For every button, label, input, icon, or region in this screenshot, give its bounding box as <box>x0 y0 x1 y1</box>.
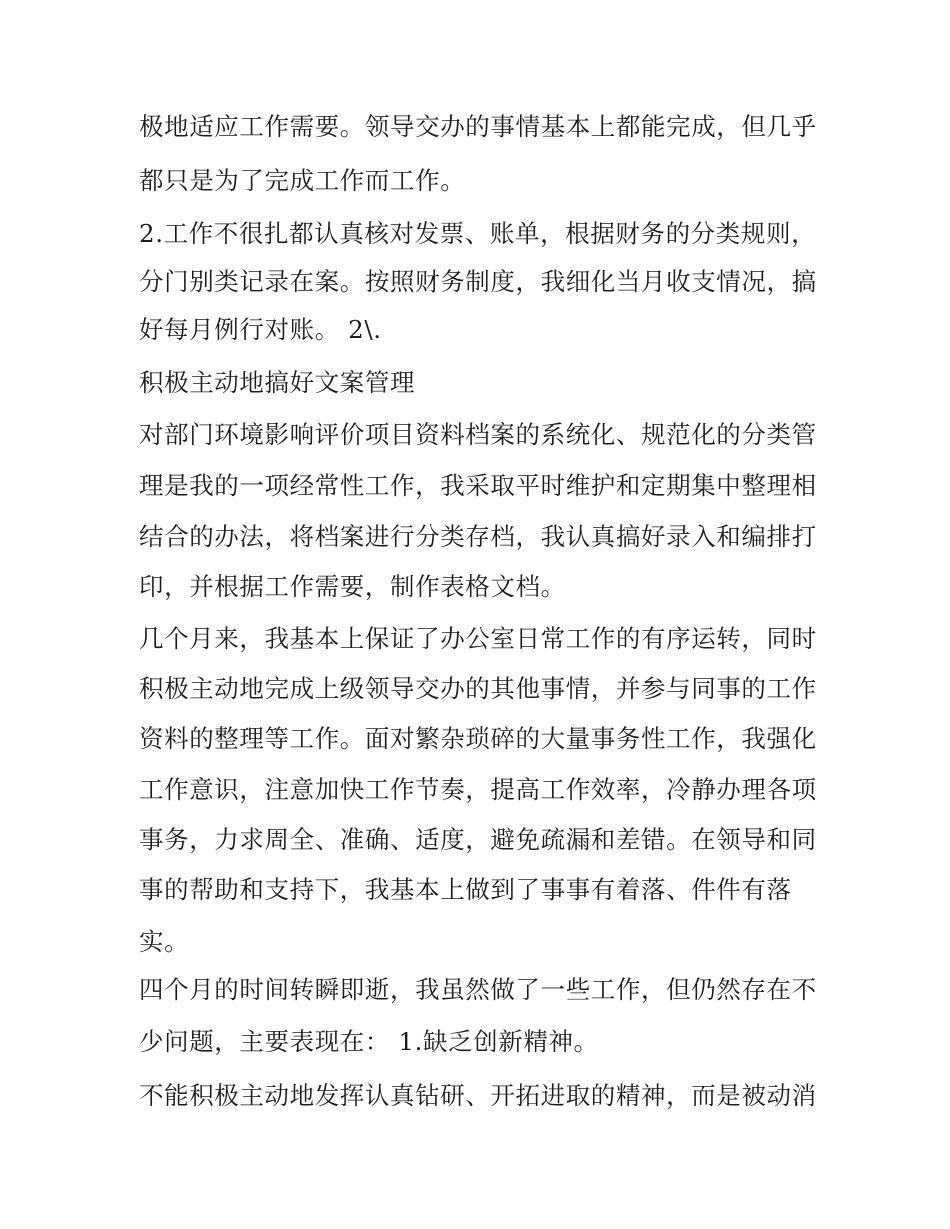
text-line: 实。 <box>139 927 190 956</box>
text-line: 都只是为了完成工作而工作。 <box>139 166 466 195</box>
text-line: 事的帮助和支持下，我基本上做到了事事有着落、件件有落 <box>139 875 792 904</box>
text-line: 对部门环境影响评价项目资料档案的系统化、规范化的分类管 <box>139 420 817 449</box>
text-line: 极地适应工作需要。领导交办的事情基本上都能完成，但几乎 <box>139 112 817 141</box>
text-line: 积极主动地搞好文案管理 <box>139 368 416 397</box>
text-line: 少问题，主要表现在： 1.缺乏创新精神。 <box>139 1027 599 1056</box>
text-line: 不能积极主动地发挥认真钻研、开拓进取的精神，而是被动消 <box>139 1081 817 1110</box>
text-line: 资料的整理等工作。面对繁杂琐碎的大量事务性工作，我强化 <box>139 724 817 753</box>
text-line: 四个月的时间转瞬即逝，我虽然做了一些工作，但仍然存在不 <box>139 975 817 1004</box>
text-line: 理是我的一项经常性工作，我采取平时维护和定期集中整理相 <box>139 471 817 500</box>
text-line: 结合的办法，将档案进行分类存档，我认真搞好录入和编排打 <box>139 522 817 551</box>
text-line: 2.工作不很扎都认真核对发票、账单，根据财务的分类规则， <box>139 219 817 248</box>
text-line: 印，并根据工作需要，制作表格文档。 <box>139 572 566 601</box>
text-line: 分门别类记录在案。按照财务制度，我细化当月收支情况，搞 <box>139 267 817 296</box>
text-line: 积极主动地完成上级领导交办的其他事情，并参与同事的工作 <box>139 674 817 703</box>
text-line: 工作意识，注意加快工作节奏，提高工作效率，冷静办理各项 <box>139 775 817 804</box>
text-line: 好每月例行对账。 2\. <box>139 315 382 344</box>
text-line: 事务，力求周全、准确、适度，避免疏漏和差错。在领导和同 <box>139 825 817 854</box>
text-line: 几个月来，我基本上保证了办公室日常工作的有序运转，同时 <box>139 624 817 653</box>
